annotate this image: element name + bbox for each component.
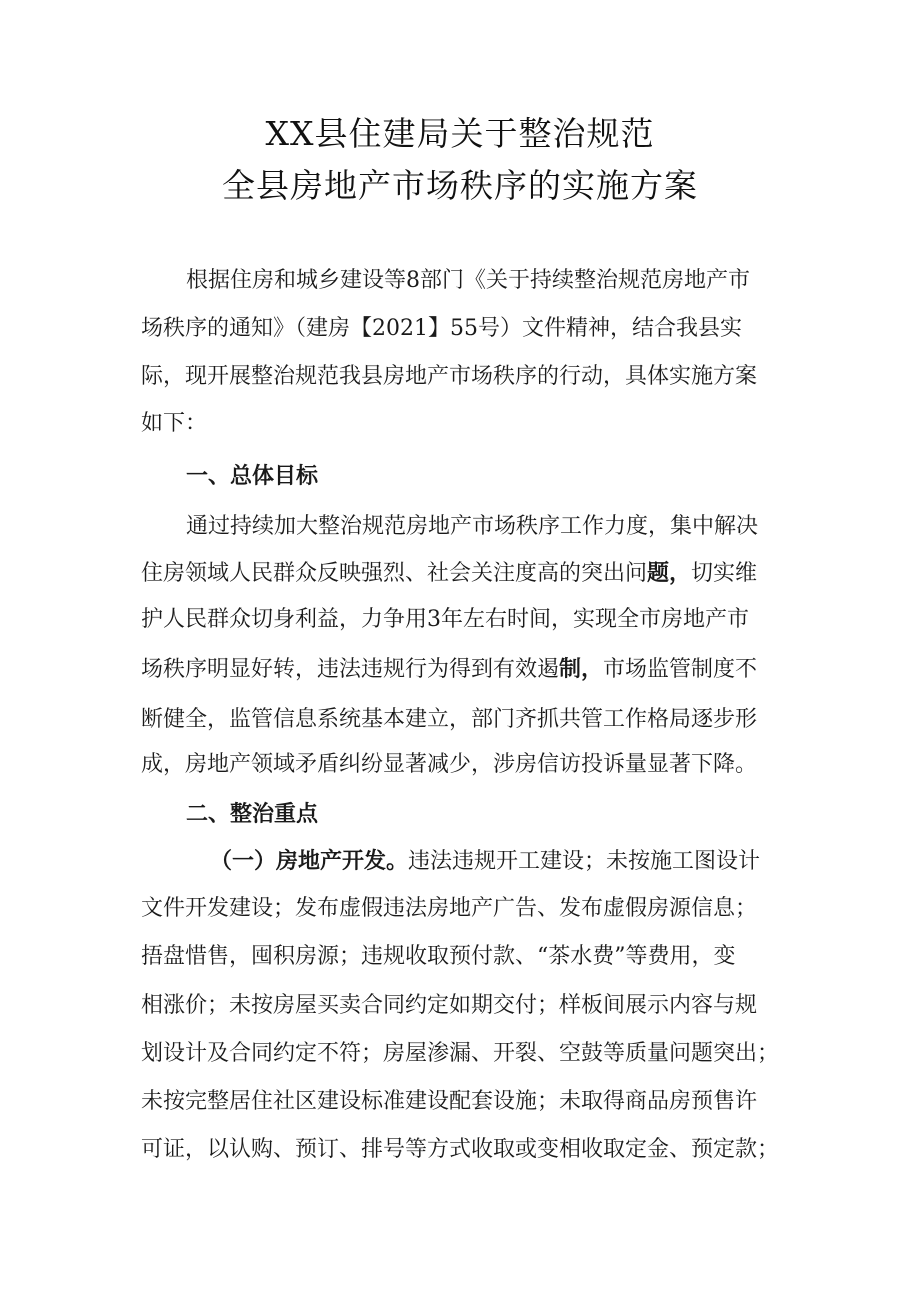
section-1-line-4 bbox=[141, 654, 757, 685]
document-title-line-1: XX县住建局关于整治规范 bbox=[265, 114, 655, 153]
section-2-line-1 bbox=[210, 846, 760, 877]
section-1-line-6: 成，房地产领域矛盾纠纷显著减少，涉房信访投诉量显著下降。 bbox=[141, 752, 758, 777]
section-1-line-2-text: 住房领域人民群众反映强烈、社会关注度高的突出问 bbox=[141, 561, 648, 586]
section-1-line-1: 通过持续加大整治规范房地产市场秩序工作力度，集中解决 bbox=[186, 514, 759, 539]
section-1-bold-zhi: 制， bbox=[559, 656, 604, 682]
document-title-line-2: 全县房地产市场秩序的实施方案 bbox=[222, 166, 698, 205]
intro-line-4: 如下： bbox=[141, 411, 208, 436]
intro-line-2: 场秩序的通知》（建房【2021】55号）文件精神，结合我县实 bbox=[141, 316, 742, 341]
section-1-line-3: 护人民群众切身利益，力争用3年左右时间，实现全市房地产市 bbox=[141, 607, 749, 632]
section-1-line-2-tail: 切实维 bbox=[691, 561, 758, 586]
section-2-line-3: 捂盘惜售，囤积房源；违规收取预付款、“茶水费”等费用，变 bbox=[141, 944, 736, 969]
section-2-sub1-label: （一）房地产开发。 bbox=[210, 848, 409, 874]
section-1-bold-ti: 题， bbox=[647, 560, 692, 586]
section-1-line-5: 断健全，监管信息系统基本建立，部门齐抓共管工作格局逐步形 bbox=[141, 707, 758, 732]
section-2-line-2: 文件开发建设；发布虚假违法房地产广告、发布虚假房源信息； bbox=[141, 896, 758, 921]
section-2-heading: 二、整治重点 bbox=[186, 801, 319, 827]
intro-line-3: 际，现开展整治规范我县房地产市场秩序的行动，具体实施方案 bbox=[141, 364, 758, 389]
section-2-line-1-text: 违法违规开工建设；未按施工图设计 bbox=[408, 849, 761, 874]
section-1-line-2 bbox=[141, 558, 757, 589]
intro-line-1: 根据住房和城乡建设等8部门《关于持续整治规范房地产市 bbox=[186, 268, 750, 293]
section-1-heading: 一、总体目标 bbox=[186, 463, 319, 489]
section-2-line-6: 未按完整居住社区建设标准建设配套设施；未取得商品房预售许 bbox=[141, 1089, 758, 1114]
section-1-line-4-tail: 市场监管制度不 bbox=[603, 657, 758, 682]
section-2-line-4: 相涨价；未按房屋买卖合同约定如期交付；样板间展示内容与规 bbox=[141, 993, 758, 1018]
section-2-line-5: 划设计及合同约定不符；房屋渗漏、开裂、空鼓等质量问题突出； bbox=[141, 1041, 780, 1066]
section-1-line-4-text: 场秩序明显好转，违法违规行为得到有效遏 bbox=[141, 657, 560, 682]
section-2-line-7: 可证，以认购、预订、排号等方式收取或变相收取定金、预定款； bbox=[141, 1137, 780, 1162]
